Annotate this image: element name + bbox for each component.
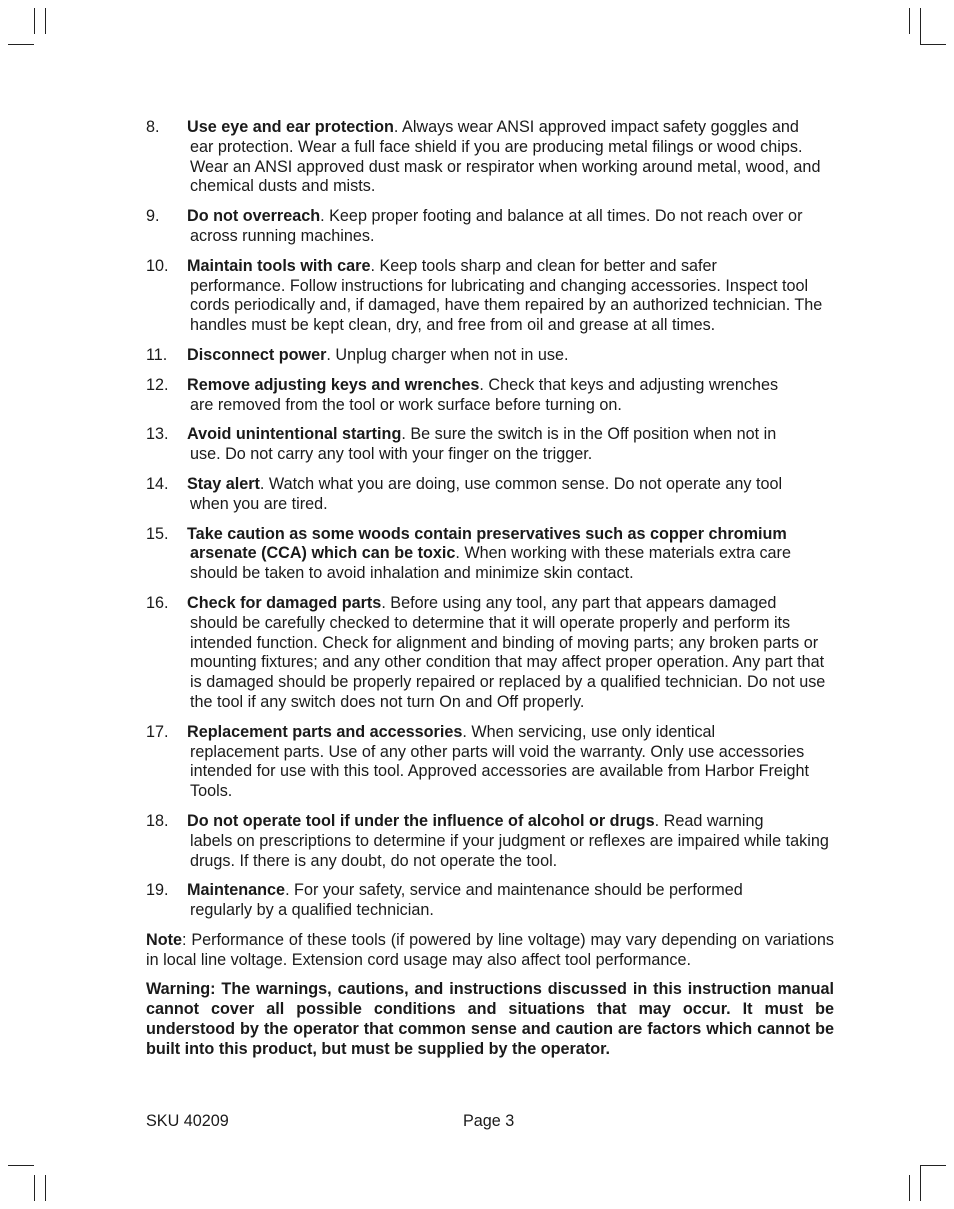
safety-list xyxy=(146,118,834,921)
item-text: should be carefully checked to determine that it will operate properly and perform its intended function. Check for alignment and binding of moving parts; any broken parts or mounting fixtures; and any other condition that may affect proper operation. Any part that is damaged should be properly repaired or replaced by a qualified technician. Do not use the tool if any switch does not turn On and Off properly. xyxy=(190,613,826,711)
item-body xyxy=(187,475,834,515)
item-text: . Always wear ANSI approved impact safety goggles and xyxy=(393,118,799,136)
item-title: Maintenance xyxy=(187,881,286,900)
item-number: 10. xyxy=(146,256,169,275)
item-text: . For your safety, service and maintenance should be performed xyxy=(285,881,743,900)
item-body xyxy=(187,525,834,584)
item-number: 11. xyxy=(146,345,168,364)
item-continuation xyxy=(187,743,834,802)
item-title: Maintain tools with care xyxy=(187,256,371,275)
item-text: . Keep proper footing and balance at all times. Do not reach over or xyxy=(320,207,803,226)
item-text: across running machines. xyxy=(190,226,375,245)
item-number: 19. xyxy=(146,881,169,900)
item-body xyxy=(187,118,834,197)
item-body xyxy=(187,594,834,713)
item-continuation xyxy=(187,614,834,713)
footer-sku: SKU 40209 xyxy=(146,1112,229,1130)
list-item xyxy=(146,257,834,336)
item-text: performance. Follow instructions for lubricating and changing accessories. Inspect tool cords periodically and, if damaged, have them repaired by an authorized technician. The handles must be kept clean, dry, and free from oil and grease at all times. xyxy=(190,276,823,335)
item-text: . Keep tools sharp and clean for better and safer xyxy=(370,256,717,275)
crop-mark xyxy=(34,1175,35,1201)
item-title: Take caution as some woods contain preservatives such as copper chromium xyxy=(187,524,787,543)
list-item xyxy=(146,376,834,416)
item-body xyxy=(187,881,834,921)
item-text: . When working with these materials extra care should be taken to avoid inhalation and minimize skin contact. xyxy=(190,544,791,583)
item-text: . Unplug charger when not in use. xyxy=(326,345,569,364)
crop-mark xyxy=(909,1175,910,1201)
crop-mark xyxy=(920,1165,921,1201)
crop-mark xyxy=(8,1165,34,1166)
crop-mark xyxy=(920,1165,946,1166)
item-body xyxy=(187,207,834,247)
item-body xyxy=(187,425,834,465)
item-number: 14. xyxy=(146,474,169,493)
item-text: use. Do not carry any tool with your finger on the trigger. xyxy=(190,445,593,464)
note-paragraph xyxy=(146,931,834,971)
crop-mark xyxy=(45,1175,46,1201)
item-number: 16. xyxy=(146,593,169,612)
item-body xyxy=(187,346,834,366)
warning-paragraph: Warning: The warnings, cautions, and instructions discussed in this instruction manual cannot cover all possible conditions and situations that may occur. It must be understood by the operator that common sense and caution are factors which cannot be built into this product, but must be supplied by the operator. xyxy=(146,980,834,1058)
item-text: ear protection. Wear a full face shield if you are producing metal filings or wood chips. Wear an ANSI approved dust mask or respirator when working around metal, wood, and chemical dusts and mists. xyxy=(190,137,821,196)
crop-mark xyxy=(920,44,946,45)
item-continuation xyxy=(187,227,834,247)
item-number: 12. xyxy=(146,375,169,394)
item-number: 9. xyxy=(146,207,160,226)
item-text: are removed from the tool or work surface before turning on. xyxy=(190,395,622,414)
item-title: Remove adjusting keys and wrenches xyxy=(187,375,480,394)
item-title: Do not operate tool if under the influence of alcohol or drugs xyxy=(187,811,655,830)
item-text: labels on prescriptions to determine if your judgment or reflexes are impaired while taking drugs. If there is any doubt, do not operate the tool. xyxy=(190,831,829,870)
crop-mark xyxy=(8,44,34,45)
item-number: 17. xyxy=(146,722,169,741)
crop-mark xyxy=(909,8,910,34)
item-number: 8. xyxy=(146,118,160,136)
item-text: . Check that keys and adjusting wrenches xyxy=(479,375,779,394)
item-continuation xyxy=(187,495,834,515)
list-item xyxy=(146,207,834,247)
item-number: 15. xyxy=(146,524,169,543)
item-text: . When servicing, use only identical xyxy=(462,722,716,741)
item-body xyxy=(187,376,834,416)
item-text: regularly by a qualified technician. xyxy=(190,901,434,920)
list-item xyxy=(146,346,834,366)
item-title: Replacement parts and accessories xyxy=(187,722,463,741)
item-body xyxy=(187,723,834,802)
item-text: . Watch what you are doing, use common sense. Do not operate any tool xyxy=(259,474,783,493)
item-title: Disconnect power xyxy=(187,345,327,364)
list-item xyxy=(146,812,834,871)
crop-mark xyxy=(45,8,46,34)
item-body xyxy=(187,257,834,336)
safety-content xyxy=(146,118,834,1060)
item-text: . Be sure the switch is in the Off position when not in xyxy=(401,425,777,444)
list-item xyxy=(146,594,834,713)
item-title: Use eye and ear protection xyxy=(187,118,394,136)
list-item xyxy=(146,425,834,465)
item-continuation xyxy=(187,277,834,336)
item-title: Check for damaged parts xyxy=(187,593,382,612)
item-text: when you are tired. xyxy=(190,494,328,513)
list-item xyxy=(146,723,834,802)
list-item xyxy=(146,475,834,515)
item-continuation xyxy=(187,445,834,465)
list-item xyxy=(146,881,834,921)
item-text: replacement parts. Use of any other parts will void the warranty. Only use accessories intended for use with this tool. Approved accessories are available from Harbor Freight Tools. xyxy=(190,742,810,801)
item-number: 18. xyxy=(146,811,169,830)
item-title: Stay alert xyxy=(187,474,260,493)
item-number: 13. xyxy=(146,425,169,444)
item-text: . Before using any tool, any part that appears damaged xyxy=(381,593,777,612)
footer-page-number: Page 3 xyxy=(463,1112,515,1130)
item-title: Avoid unintentional starting xyxy=(187,425,402,444)
item-continuation xyxy=(187,396,834,416)
item-continuation xyxy=(187,832,834,872)
item-continuation xyxy=(187,544,834,584)
item-continuation xyxy=(187,138,834,197)
list-item xyxy=(146,525,834,584)
note-label: Note xyxy=(146,930,182,949)
item-text: . Read warning xyxy=(654,811,764,830)
item-body xyxy=(187,812,834,871)
note-text: : Performance of these tools (if powered by line voltage) may vary depending on variations in local line voltage. Extension cord usage may also affect tool performance. xyxy=(146,930,834,969)
item-title-continued: arsenate (CCA) which can be toxic xyxy=(190,544,456,563)
list-item xyxy=(146,118,834,197)
item-continuation xyxy=(187,901,834,921)
crop-mark xyxy=(920,8,921,44)
crop-mark xyxy=(34,8,35,34)
item-title: Do not overreach xyxy=(187,207,321,226)
